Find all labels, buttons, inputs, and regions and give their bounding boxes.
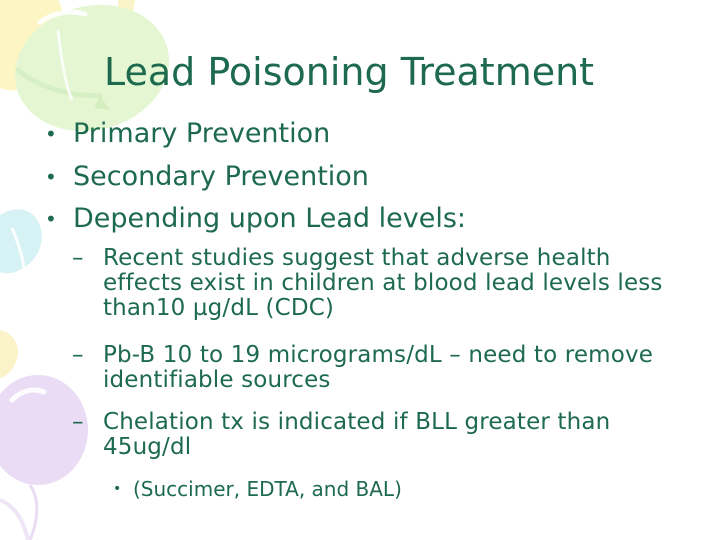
sub-bullet-marker: – <box>72 409 84 435</box>
bullet-text: Secondary Prevention <box>73 161 369 192</box>
sub-bullet-text: Pb-B 10 to 19 micrograms/dL – need to remove identifiable sources <box>103 342 654 393</box>
bullet-text: Depending upon Lead levels: <box>73 203 467 234</box>
sub-bullet-chelation <box>72 410 712 460</box>
sub-bullet-recent-studies <box>72 246 712 321</box>
sub-bullet-text: Chelation tx is indicated if BLL greater than 45ug/dl <box>103 409 611 460</box>
sub-sub-bullet-marker: • <box>113 481 122 497</box>
sub-sub-bullet-text: (Succimer, EDTA, and BAL) <box>133 477 402 501</box>
slide-title: Lead Poisoning Treatment <box>104 50 595 94</box>
bullet-marker: • <box>45 165 57 189</box>
bullet-marker: • <box>45 207 57 231</box>
sub-bullet-text: Recent studies suggest that adverse health effects exist in children at blood lead levels less than10 µg/dL (CDC) <box>103 245 663 321</box>
sub-bullet-pb-b-range <box>72 343 712 393</box>
bullet-text: Primary Prevention <box>73 118 331 149</box>
sub-bullet-marker: – <box>72 342 84 368</box>
sub-bullet-marker: – <box>72 245 84 271</box>
bullet-marker: • <box>45 122 57 146</box>
